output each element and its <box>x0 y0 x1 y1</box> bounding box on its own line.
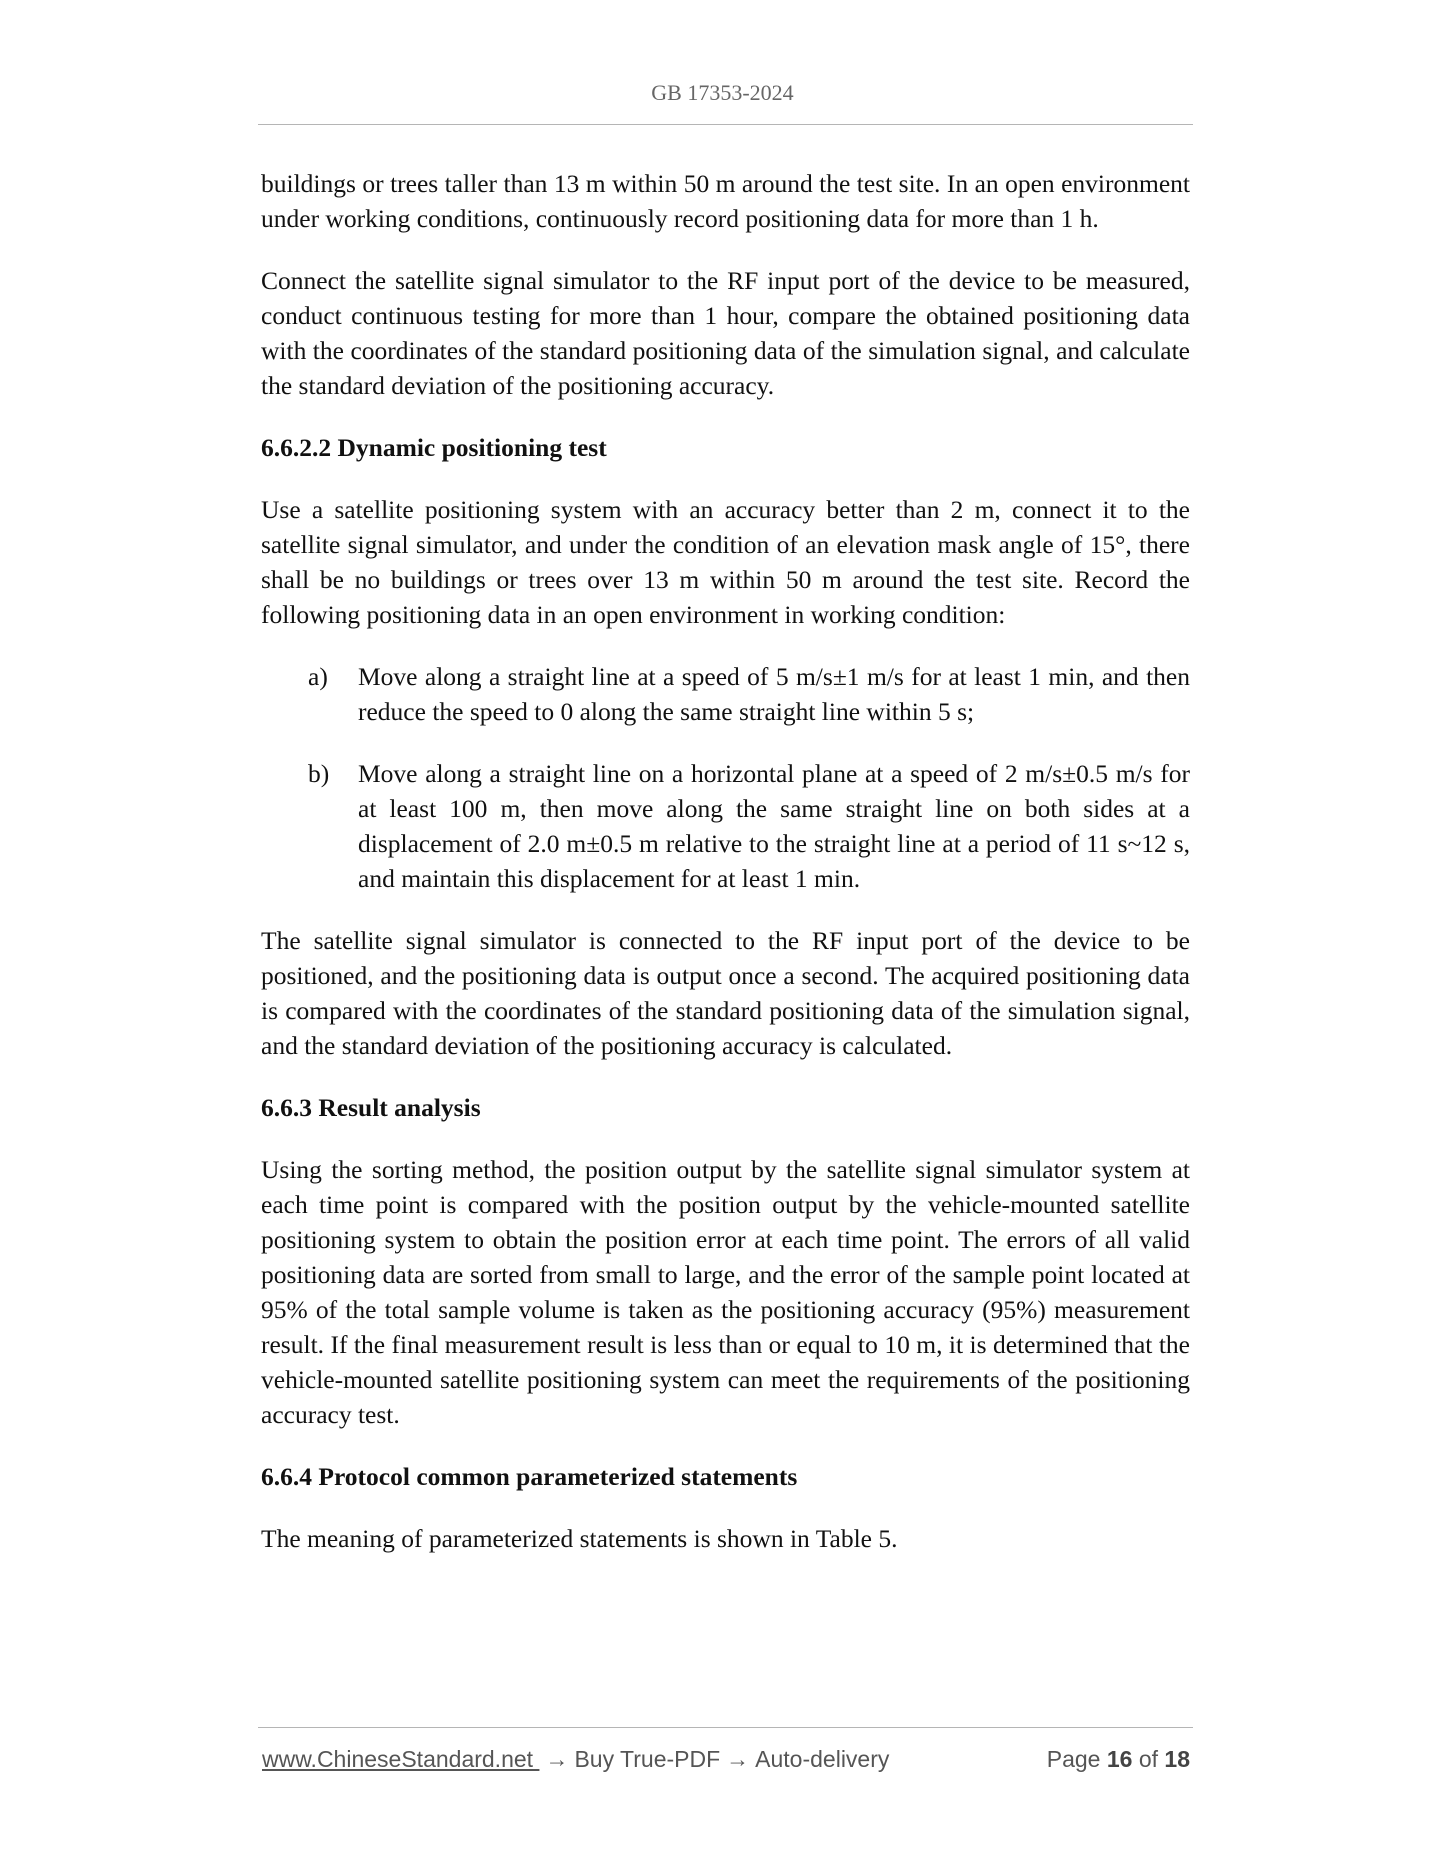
list-text: Move along a straight line on a horizontal plane at a speed of 2 m/s±0.5 m/s for at least 100 m, then move along the same straight line on both sides at a displacement of 2.0 m±0.5 m relative to the straight line at a period of 11 s~12 s, and maintain this displacement for at least 1 min. <box>358 759 1190 893</box>
arrow-right-icon: → <box>545 1746 569 1772</box>
delivery-text: Auto-delivery <box>755 1746 890 1772</box>
paragraph: Using the sorting method, the position output by the satellite signal simulator system at each time point is compared with the position output by the vehicle-mounted satellite positioning system to obtain the position error at each time point. The errors of all valid positioning data are sorted from small to large, and the error of the sample point located at 95% of the total sample volume is taken as the positioning accuracy (95%) measurement result. If the final measurement result is less than or equal to 10 m, it is determined that the vehicle-mounted satellite positioning system can meet the requirements of the positioning accuracy test. <box>261 1155 1190 1429</box>
list-item <box>261 659 1190 729</box>
paragraph: Connect the satellite signal simulator to the RF input port of the device to be measured, conduct continuous testing for more than 1 hour, compare the obtained positioning data with the coordinates of the standard positioning data of the simulation signal, and calculate the standard deviation of the positioning accuracy. <box>261 266 1190 400</box>
buy-pdf-text: Buy True-PDF <box>574 1746 721 1772</box>
section-heading: 6.6.4 Protocol common parameterized statements <box>261 1462 798 1491</box>
paragraph: Use a satellite positioning system with an accuracy better than 2 m, connect it to the satellite signal simulator, and under the condition of an elevation mask angle of 15°, there shall be no buildings or trees over 13 m within 50 m around the test site. Record the following positioning data in an open environment in working condition: <box>261 495 1190 629</box>
paragraph: buildings or trees taller than 13 m within 50 m around the test site. In an open environment under working conditions, continuously record positioning data for more than 1 h. <box>261 169 1190 233</box>
paragraph: The satellite signal simulator is connected to the RF input port of the device to be positioned, and the positioning data is output once a second. The acquired positioning data is compared with the coordinates of the standard positioning data of the simulation signal, and the standard deviation of the positioning accuracy is calculated. <box>261 926 1190 1060</box>
page-word: Page <box>1046 1746 1101 1772</box>
page-total: 18 <box>1164 1746 1190 1772</box>
of-word: of <box>1138 1746 1159 1772</box>
header-divider <box>258 124 1193 125</box>
list-label: a) <box>308 662 328 691</box>
website-link[interactable]: www.ChineseStandard.net <box>262 1746 540 1772</box>
section-heading: 6.6.3 Result analysis <box>261 1093 481 1122</box>
arrow-right-icon: → <box>726 1746 750 1772</box>
page-current: 16 <box>1106 1746 1133 1772</box>
page-header: GB 17353-2024 <box>651 80 794 105</box>
list-item <box>261 756 1190 896</box>
list-text: Move along a straight line at a speed of 5 m/s±1 m/s for at least 1 min, and then reduce the speed to 0 along the same straight line within 5 s; <box>358 662 1190 726</box>
footer-divider <box>258 1727 1193 1728</box>
footer-links <box>262 1746 889 1773</box>
section-heading: 6.6.2.2 Dynamic positioning test <box>261 433 607 462</box>
list-label: b) <box>308 759 330 788</box>
paragraph: The meaning of parameterized statements is shown in Table 5. <box>261 1524 898 1553</box>
page-footer <box>262 1746 1190 1782</box>
page-number <box>1047 1746 1190 1773</box>
page-content <box>261 166 1190 1583</box>
